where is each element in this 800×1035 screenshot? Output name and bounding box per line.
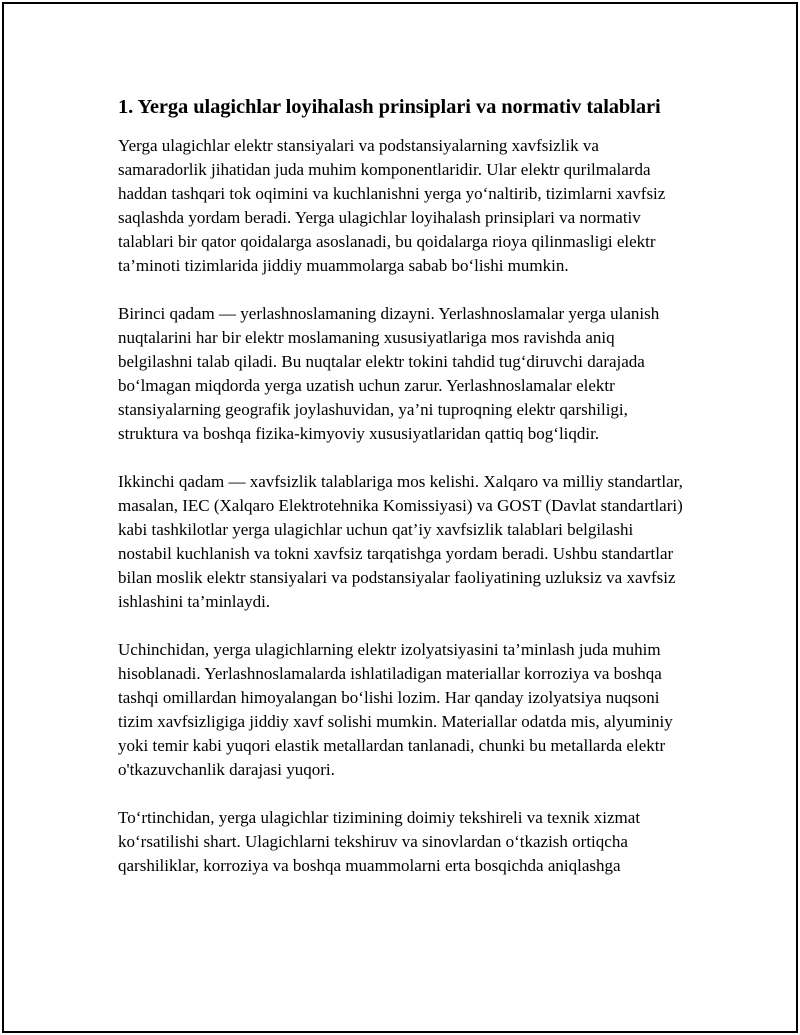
document-body: [118, 94, 690, 902]
section-heading: 1. Yerga ulagichlar loyihalash prinsiplari va normativ talablari: [118, 96, 661, 118]
paragraph-2: Birinci qadam — yerlashnoslamaning dizayni. Yerlashnoslamalar yerga ulanish nuqtalarini har bir elektr moslamaning xususiyatlariga mos ravishda aniq belgilashni talab qiladi. Bu nuqtalar elektr tokini tahdid tug‘diruvchi darajada bo‘lmagan miqdorda yerga uzatish uchun zarur. Yerlashnoslamalar elektr stansiyalarning geografik joylashuvidan, ya’ni tuproqning elektr qarshiligi, struktura va boshqa fizika-kimyoviy xususiyatlaridan qattiq bog‘liqdir.: [118, 304, 660, 443]
paragraph-3: Ikkinchi qadam — xavfsizlik talablariga mos kelishi. Xalqaro va milliy standartlar, masalan, IEC (Xalqaro Elektrotehnika Komissiyasi) va GOST (Davlat standartlari) kabi tashkilotlar yerga ulagichlar uchun qat’iy xavfsizlik talablari belgilashi nostabil kuchlanish va tokni xavfsiz tarqatishga yordam beradi. Ushbu standartlar bilan moslik elektr stansiyalari va podstansiyalar faoliyatining uzluksiz va xavfsiz ishlashini ta’minlaydi.: [118, 472, 683, 611]
paragraph-5: To‘rtinchidan, yerga ulagichlar tizimining doimiy tekshireli va texnik xizmat ko‘rsatilishi shart. Ulagichlarni tekshiruv va sinovlardan o‘tkazish ortiqcha qarshiliklar, korroziya va boshqa muammolarni erta bosqichda aniqlashga: [118, 808, 641, 875]
paragraph-4: Uchinchidan, yerga ulagichlarning elektr izolyatsiyasini ta’minlash juda muhim hisoblanadi. Yerlashnoslamalarda ishlatiladigan materiallar korroziya va boshqa tashqi omillardan himoyalangan bo‘lishi lozim. Har qanday izolyatsiya nuqsoni tizim xavfsizligiga jiddiy xavf solishi mumkin. Materiallar odatda mis, alyuminiy yoki temir kabi yuqori elastik metallardan tanlanadi, chunki bu metallarda elektr o'tkazuvchanlik darajasi yuqori.: [118, 640, 673, 779]
paragraph-1: Yerga ulagichlar elektr stansiyalari va podstansiyalarning xavfsizlik va samaradorlik jihatidan juda muhim komponentlaridir. Ular elektr qurilmalarda haddan tashqari tok oqimini va kuchlanishni yerga yo‘naltirib, tizimlarni xavfsiz saqlashda yordam beradi. Yerga ulagichlar loyihalash prinsiplari va normativ talablari bir qator qoidalarga asoslanadi, bu qoidalarga rioya qilinmasligi elektr ta’minoti tizimlarida jiddiy muammolarga sabab bo‘lishi mumkin.: [118, 136, 666, 275]
